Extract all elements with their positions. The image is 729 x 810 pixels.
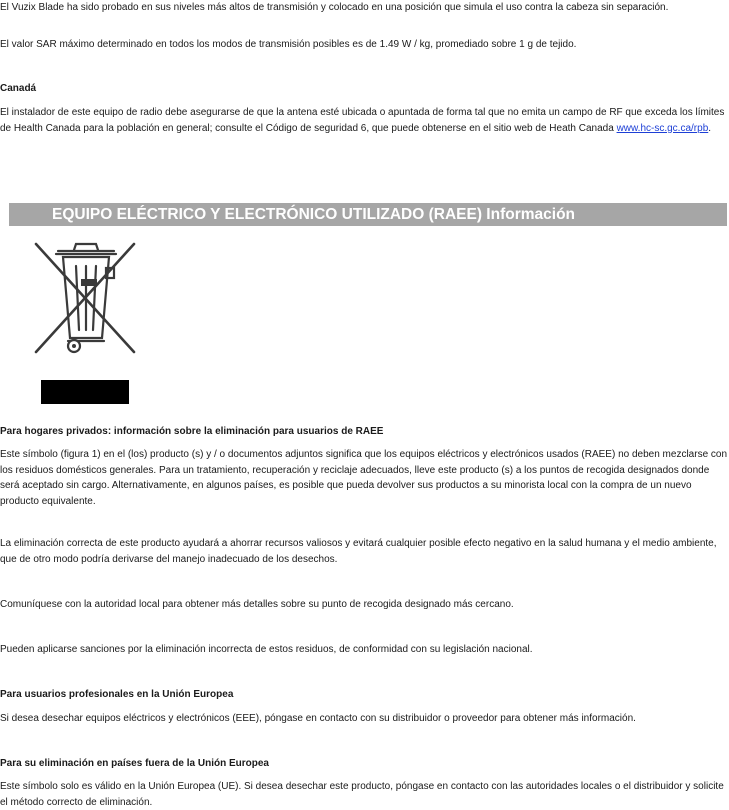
sar-tested-paragraph: El Vuzix Blade ha sido probado en sus niveles más altos de transmisión y colocado en una posición que simula el uso contra la cabeza sin separación. <box>0 2 669 13</box>
weee-banner-title: EQUIPO ELÉCTRICO Y ELECTRÓNICO UTILIZADO (RAEE) Información <box>52 206 576 223</box>
correct-disposal-paragraph: La eliminación correcta de este producto ayudará a ahorrar recursos valiosos y evitará cualquier posible efecto negativo en la salud humana y el medio ambiente, que de otro modo podría derivarse del manejo inadecuado de los desechos. <box>0 538 717 565</box>
private-households-heading: Para hogares privados: información sobre la eliminación para usuarios de RAEE <box>0 426 384 437</box>
canada-heading: Canadá <box>0 83 37 94</box>
sar-value-paragraph: El valor SAR máximo determinado en todos los modos de transmisión posibles es de 1.49 W / kg, promediado sobre 1 g de tejido. <box>0 39 577 50</box>
weee-section-banner <box>9 203 727 226</box>
weee-symbol-bar <box>41 380 129 404</box>
contact-authority-paragraph: Comuníquese con la autoridad local para obtener más detalles sobre su punto de recogida designado más cercano. <box>0 599 514 610</box>
professional-users-heading: Para usuarios profesionales en la Unión Europea <box>0 689 234 700</box>
private-households-paragraph: Este símbolo (figura 1) en el (los) producto (s) y / o documentos adjuntos significa que los equipos eléctricos y electrónicos usados (RAEE) no deben mezclarse con los residuos domésticos generales. Para un tratamiento, recuperación y reciclaje adecuados, lleve este producto (s) a los puntos de recogida designados donde será aceptado sin cargo. Alternativamente, en algunos países, es posible que pueda devolver sus productos a su minorista local con la compra de un nuevo producto equivalente. <box>0 449 728 507</box>
outside-eu-paragraph: Este símbolo solo es válido en la Unión Europea (UE). Si desea desechar este producto, póngase en contacto con las autoridades locales o el distribuidor y solicite el método correcto de eliminación. <box>0 781 724 808</box>
crossed-out-wheelie-bin-icon <box>30 238 142 378</box>
health-canada-link[interactable]: www.hc-sc.gc.ca/rpb <box>616 122 709 134</box>
canada-paragraph <box>0 105 729 136</box>
canada-period: . <box>708 122 712 134</box>
outside-eu-heading: Para su eliminación en países fuera de la Unión Europea <box>0 758 269 769</box>
professional-users-paragraph: Si desea desechar equipos eléctricos y electrónicos (EEE), póngase en contacto con su distribuidor o proveedor para obtener más información. <box>0 713 636 724</box>
canada-body-text: El instalador de este equipo de radio debe asegurarse de que la antena esté ubicada o apuntada de forma tal que no emita un campo de RF que exceda los límites de Health Canada para la población en general; consulte el Código de seguridad 6, que puede obtenerse en el sitio web de Heath Canada <box>0 107 725 134</box>
penalties-paragraph: Pueden aplicarse sanciones por la eliminación incorrecta de estos residuos, de conformidad con su legislación nacional. <box>0 644 533 655</box>
